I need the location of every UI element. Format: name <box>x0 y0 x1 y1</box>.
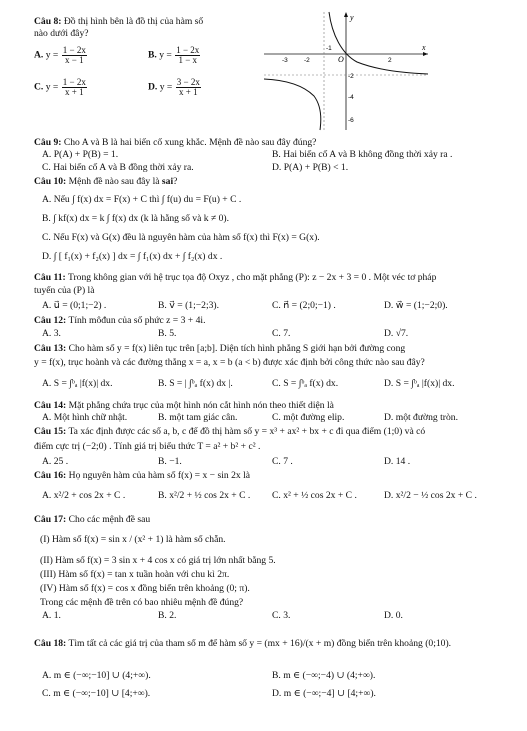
q13-option-d: D. S = ∫ᵇₐ |f(x)| dx. <box>384 378 455 389</box>
q10-option-a: A. Nếu ∫ f(x) dx = F(x) + C thì ∫ f(u) du = F(u) + C . <box>42 194 242 205</box>
q13-option-c: C. S = ∫ᵇₐ f(x) dx. <box>272 378 339 389</box>
q9-option-d: D. P(A) + P(B) < 1. <box>272 162 349 173</box>
q9-option-a: A. P(A) + P(B) = 1. <box>42 149 119 160</box>
q13-option-b: B. S = | ∫ᵇₐ f(x) dx |. <box>158 378 233 389</box>
y-tick: -4 <box>348 94 354 101</box>
q12-stem: Câu 12: Tính môđun của số phức z = 3 + 4i. <box>34 315 206 326</box>
q13-stem-2: y = f(x), trục hoành và các đường thẳng x = a, x = b (a < b) được xác định bởi công thức nào sau đây? <box>34 357 425 368</box>
q15-stem: Câu 15: Ta xác định được các số a, b, c để đồ thị hàm số y = x³ + ax² + bx + c đi qua điểm (1;0) và có <box>34 426 426 437</box>
q18-option-a: A. m ∈ (−∞;−10] ∪ (4;+∞). <box>42 670 151 681</box>
fraction: $\frac{3 - 2x}{x + 1}$ <box>176 77 200 97</box>
q17-option-a: A. 1. <box>42 610 61 621</box>
q12-option-d: D. √7. <box>384 328 409 339</box>
q10-stem: Câu 10: Mệnh đề nào sau đây là sai? <box>34 176 178 187</box>
x-label: x <box>422 43 426 52</box>
q17-statement-3: (III) Hàm số f(x) = tan x tuần hoàn với chu kì 2π. <box>40 569 230 580</box>
q14-option-d: D. một đường tròn. <box>384 412 458 423</box>
x-axis-arrow <box>423 52 428 56</box>
q18-stem: Câu 18: Tìm tất cả các giá trị của tham số m để hàm số y = (mx + 16)/(x + m) đồng biến trên khoảng (0;10). <box>34 638 452 649</box>
q14-option-b: B. một tam giác cân. <box>158 412 238 423</box>
q18-option-d: D. m ∈ (−∞;−4] ∪ [4;+∞). <box>272 688 376 699</box>
q10-option-b: B. ∫ kf(x) dx = k ∫ f(x) dx (k là hằng số và k ≠ 0). <box>42 213 229 224</box>
q8-text: Đồ thị hình bên là đồ thị của hàm số <box>63 16 204 27</box>
q9-option-c: C. Hai biến cố A và B đồng thời xảy ra. <box>42 162 194 173</box>
q12-option-c: C. 7. <box>272 328 291 339</box>
x-tick: -3 <box>282 57 288 64</box>
q10-option-d: D. ∫ [ f₁(x) + f₂(x) ] dx = ∫ f₁(x) dx + ∫ f₂(x) dx . <box>42 251 223 262</box>
x-tick: -2 <box>304 57 310 64</box>
q17-option-b: B. 2. <box>158 610 177 621</box>
q12-option-b: B. 5. <box>158 328 177 339</box>
q14-stem: Câu 14: Mặt phẳng chứa trục của một hình nón cắt hình nón theo thiết diện là <box>34 400 334 411</box>
q17-statement-4: (IV) Hàm số f(x) = cos x đồng biến trên khoảng (0; π). <box>40 583 250 594</box>
q8-label: Câu 8: <box>34 16 62 27</box>
q17-question: Trong các mệnh đề trên có bao nhiêu mệnh đề đúng? <box>40 597 244 608</box>
q8-option-a: A. y = $\frac{1 - 2x}{x - 1}$ <box>34 45 86 65</box>
q15-option-a: A. 25 . <box>42 456 69 467</box>
fraction: $\frac{1 - 2x}{x - 1}$ <box>62 45 86 65</box>
q8-option-b: B. y = $\frac{1 - 2x}{1 - x}$ <box>148 45 200 65</box>
q18-option-c: C. m ∈ (−∞;−10] ∪ [4;+∞). <box>42 688 151 699</box>
q14-option-a: A. Một hình chữ nhật. <box>42 412 128 423</box>
q11-option-c: C. n⃗ = (2;0;−1) . <box>272 300 336 311</box>
q9-stem: Câu 9: Cho A và B là hai biến cố xung khắc. Mệnh đề nào sau đây đúng? <box>34 137 317 148</box>
q17-stem: Câu 17: Cho các mệnh đề sau <box>34 514 151 525</box>
y-axis-arrow <box>344 12 348 17</box>
q11-stem-2: tuyến của (P) là <box>34 285 95 296</box>
q11-option-d: D. w⃗ = (1;−2;0). <box>384 300 448 311</box>
q11-option-a: A. u⃗ = (0;1;−2) . <box>42 300 107 311</box>
q14-option-c: C. một đường elip. <box>272 412 345 423</box>
q8-option-d: D. y = $\frac{3 - 2x}{x + 1}$ <box>148 77 200 97</box>
q13-stem: Câu 13: Cho hàm số y = f(x) liên tục trên [a;b]. Diện tích hình phẳng S giới hạn bởi đường cong <box>34 343 406 354</box>
origin-label: O <box>338 55 344 64</box>
q17-statement-1: (I) Hàm số f(x) = sin x / (x² + 1) là hàm số chẵn. <box>40 534 226 545</box>
curve-right-branch <box>329 12 428 74</box>
q16-stem: Câu 16: Họ nguyên hàm của hàm số f(x) = x − sin 2x là <box>34 470 250 481</box>
y-tick: -6 <box>348 117 354 124</box>
q8-option-c: C. y = $\frac{1 - 2x}{x + 1}$ <box>34 77 86 97</box>
y-tick: -2 <box>348 73 354 80</box>
q15-option-b: B. −1. <box>158 456 182 467</box>
fraction: $\frac{1 - 2x}{x + 1}$ <box>62 77 86 97</box>
q9-option-b: B. Hai biến cố A và B không đồng thời xảy ra . <box>272 149 453 160</box>
fraction: $\frac{1 - 2x}{1 - x}$ <box>176 45 200 65</box>
q16-option-b: B. x²/2 + ½ cos 2x + C . <box>158 490 251 501</box>
q16-option-d: D. x²/2 − ½ cos 2x + C . <box>384 490 477 501</box>
q11-stem: Câu 11: Trong không gian với hệ trục tọa độ Oxyz , cho mặt phẳng (P): z − 2x + 3 = 0 . Một véc tơ pháp <box>34 272 437 283</box>
q12-option-a: A. 3. <box>42 328 61 339</box>
q8-stem-2: nào dưới đây? <box>34 28 89 39</box>
q10-option-c: C. Nếu F(x) và G(x) đều là nguyên hàm của hàm số f(x) thì F(x) = G(x). <box>42 232 320 243</box>
x-tick: -1 <box>326 45 332 52</box>
q17-statement-2: (II) Hàm số f(x) = 3 sin x + 4 cos x có giá trị lớn nhất bằng 5. <box>40 555 276 566</box>
q17-option-d: D. 0. <box>384 610 403 621</box>
q15-stem-2: điểm cực trị (−2;0) . Tính giá trị biểu thức T = a² + b² + c² . <box>34 441 261 452</box>
q16-option-c: C. x² + ½ cos 2x + C . <box>272 490 357 501</box>
q16-option-a: A. x²/2 + cos 2x + C . <box>42 490 126 501</box>
q13-option-a: A. S = ∫ᵇₐ |f(x)| dx. <box>42 378 113 389</box>
q18-option-b: B. m ∈ (−∞;−4) ∪ (4;+∞). <box>272 670 376 681</box>
function-graph <box>262 10 430 132</box>
q8-stem <box>34 16 257 28</box>
x-tick: 2 <box>388 57 392 64</box>
y-label: y <box>350 13 354 22</box>
q11-option-b: B. v⃗ = (1;−2;3). <box>158 300 220 311</box>
curve-left-branch <box>264 79 321 130</box>
q17-option-c: C. 3. <box>272 610 291 621</box>
q15-option-c: C. 7 . <box>272 456 293 467</box>
q15-option-d: D. 14 . <box>384 456 411 467</box>
